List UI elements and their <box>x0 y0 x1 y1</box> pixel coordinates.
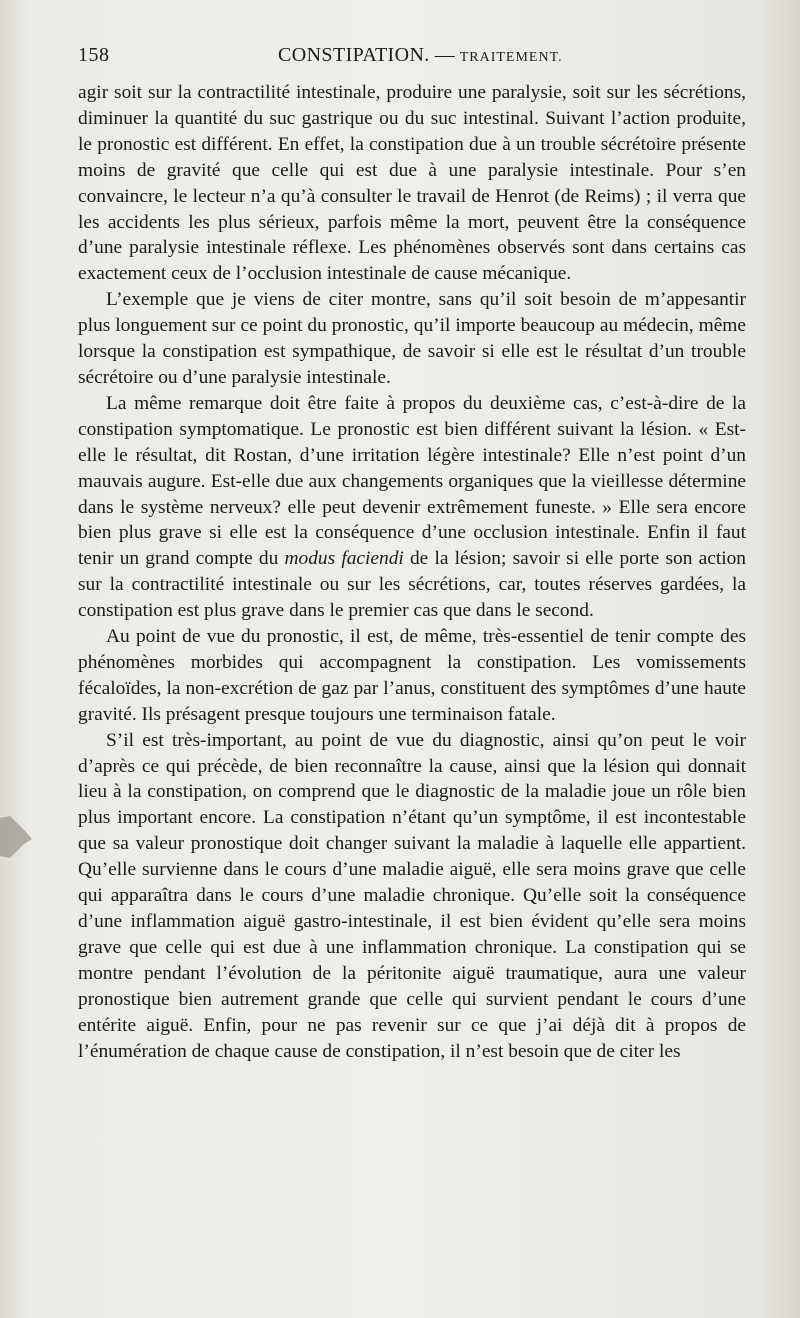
running-head-dash: — <box>429 44 460 66</box>
italic-phrase: modus faciendi <box>284 548 404 570</box>
paragraph <box>78 80 746 287</box>
paragraph <box>78 624 746 728</box>
page-header <box>78 44 744 74</box>
text-run: Au point de vue du pronostic, il est, de même, très-essentiel de tenir compte des phénomènes morbides qui accompagnent la constipation. Les vomissements fécaloïdes, la non-excrétion de gaz par l’anus, constituent des symptômes d’une haute gravité. Ils présagent presque toujours une terminaison fatale. <box>78 626 746 725</box>
text-run: L’exemple que je viens de citer montre, sans qu’il soit besoin de m’appesantir plus longuement sur ce point du pronostic, qu’il importe beaucoup au médecin, même lorsque la constipation est sympathique, de savoir si elle est le résultat d’un trouble sécrétoire ou d’une paralysie intestinale. <box>78 289 746 388</box>
text-run: S’il est très-important, au point de vue du diagnostic, ainsi qu’on peut le voir d’après ce qui précède, de bien reconnaître la cause, ainsi que la lésion qui donnait lieu à la constipation, on comprend que le diagnostic de la maladie joue un rôle bien plus important encore. La constipation n’étant qu’un symptôme, il est incontestable que sa valeur pronostique doit changer suivant la maladie à laquelle elle appartient. Qu’elle survienne dans le cours d’une maladie aiguë, elle sera moins grave que celle qui apparaîtra dans le cours d’une maladie chronique. Qu’elle soit la conséquence d’une inflammation aiguë gastro-intestinale, il est bien évident qu’elle sera moins grave que celle qui est due à une inflammation chronique. La constipation qui se montre pendant l’évolution de la péritonite aiguë traumatique, aura une valeur pronostique bien autrement grande que celle qui survient pendant le cours d’une entérite aiguë. Enfin, pour ne pas revenir sur ce que j’ai déjà dit à propos de l’énumération de chaque cause de constipation, il n’est besoin que de citer les <box>78 729 746 1062</box>
page-edge-tear <box>0 812 34 862</box>
page-number: 158 <box>78 44 110 66</box>
text-run: agir soit sur la contractilité intestinale, produire une paralysie, soit sur les sécrétions, diminuer la quantité du suc gastrique ou du suc intestinal. Suivant l’action produite, le pronostic est différent. En effet, la constipation due à un trouble sécrétoire présente moins de gravité que celle qui est due à une paralysie intestinale. Pour s’en convaincre, le lecteur n’a qu’à consulter le travail de Henrot (de Reims) ; il verra que les accidents les plus sérieux, parfois même la mort, peuvent être la conséquence d’une paralysie intestinale réflexe. Les phénomènes observés sont dans certains cas exactement ceux de l’occlusion intestinale de cause mécanique. <box>78 82 746 285</box>
text-run: de la lésion; savoir si elle porte son action sur la contractilité intestinale ou sur les sécrétions, car, toutes réserves gardées, la constipation est plus grave dans le premier cas que dans le second. <box>78 548 746 622</box>
running-head <box>278 44 563 67</box>
paragraph <box>78 728 746 1065</box>
text-run: La même remarque doit être faite à propos du deuxième cas, c’est-à-dire de la constipation symptomatique. Le pronostic est bien différent suivant la lésion. « Est-elle le résultat, dit Rostan, d’une irritation légère intestinale? Elle n’est point d’un mauvais augure. Est-elle due aux changements organiques que la vieillesse détermine dans le système nerveux? elle peut devenir extrêmement funeste. » Elle sera encore bien plus grave si elle est la conséquence d’une occlusion intestinale. Enfin il faut tenir un grand compte du <box>78 392 746 570</box>
paragraph <box>78 287 746 391</box>
running-head-title: CONSTIPATION. <box>278 44 430 66</box>
running-head-subtitle: TRAITEMENT. <box>459 50 563 65</box>
paragraph <box>78 391 746 624</box>
body-text <box>78 80 746 1064</box>
